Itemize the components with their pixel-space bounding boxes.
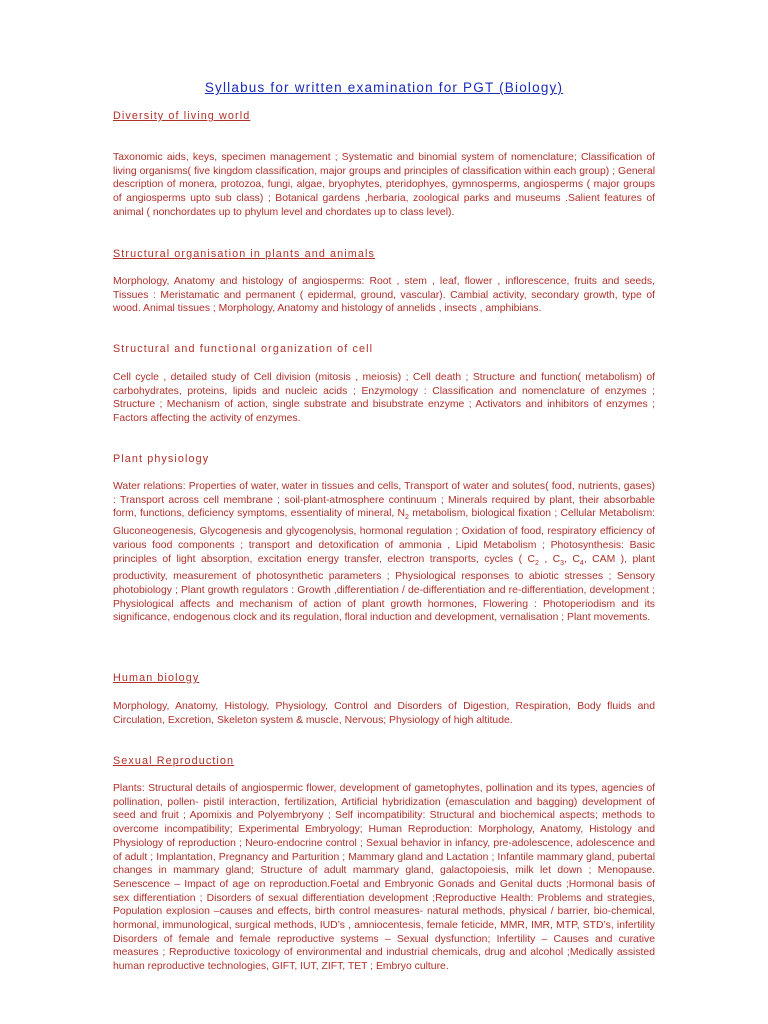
- section-heading-structural-organisation: Structural organisation in plants and animals: [113, 248, 375, 260]
- section-body-plant-physiology: Water relations: Properties of water, water in tissues and cells, Transport of water and solutes( food, nutrients, gases) : Transport across cell membrane ; soil-plant-atmosphere continuum ; Minerals required by plant, their absorbable form, functions, deficiency symptoms, essentiality of mineral, $N_2$ metabolism, biological fixation ; Cellular Metabolism: Gluconeogenesis, Glycogenesis and glycogenolysis, hormonal regulation ; Oxidation of food, respiratory efficiency of various food components ; transport and detoxification of ammonia , Lipid Metabolism ; Photosynthesis: Basic principles of light absorption, excitation energy transfer, electron transports, cycles ( $C_2$ , $C_3$, $C_4$, CAM ), plant productivity, measurement of photosynthetic parameters ; Physiological responses to abiotic stresses ; Sensory photobiology ; Plant growth regulators : Growth ,differentiation / de-differentiation and re-differentiation, development ; Physiological affects and mechanism of action of plant growth hormones, Flowering : Photoperiodism and its significance, endogenous clock and its regulation, floral induction and development, vernalisation ; Plant movements.: [113, 481, 656, 624]
- section-body-cell: Cell cycle , detailed study of Cell division (mitosis , meiosis) ; Cell death ; Structure and function( metabolism) of carbohydrates, proteins, lipids and nucleic acids ; Enzymology : Classification and nomenclature of enzymes ; Structure ; Mechanism of action, single substrate and bisubstrate enzyme ; Activators and inhibitors of enzymes ; Factors affecting the activity of enzymes.: [113, 372, 655, 425]
- section-heading-cell: Structural and functional organization of cell: [113, 343, 374, 355]
- section-body-diversity: Taxonomic aids, keys, specimen management ; Systematic and binomial system of nomenclature; Classification of living organisms( five kingdom classification, major groups and principles of classification within each group) ; General description of monera, protozoa, fungi, algae, bryophytes, pteridophyes, gymnosperms, angiosperms ( major groups of angiosperms upto sub class) ; Botanical gardens ,herbaria, zoological parks and museums .Salient features of animal ( nonchordates up to phylum level and chordates up to class level).: [113, 152, 655, 218]
- document-title: Syllabus for written examination for PGT (Biology): [204, 80, 564, 95]
- section-body-sexual-reproduction: Plants: Structural details of angiospermic flower, development of gametophytes, pollination and its types, agencies of pollination, pollen- pistil interaction, fertilization, Artificial hybridization (emasculation and bagging) development of seed and fruit ; Apomixis and Polyembryony ; Self incompatibility: Structural and biochemical aspects; methods to overcome incompatibility; Experimental Embryology; Human Reproduction: Morphology, Anatomy, Histology and Physiology of reproduction ; Neuro-endocrine control ; Sexual behavior in infancy, pre-adolescence, adolescence and of adult ; Implantation, Pregnancy and Parturition ; Mammary gland and Lactation ; Infantile mammary gland, pubertal changes in mammary gland; Structure of adult mammary gland, galactopoiesis, milk let down ; Menopause. Senescence – Impact of age on reproduction.Foetal and Embryonic Gonads and Genital ducts ;Hormonal basis of sex differentiation ; Disorders of sexual differentiation development ;Reproductive Health: Problems and strategies, Population explosion –causes and effects, birth control measures- natural methods, physical / barrier, bio-chemical, hormonal, immunological, surgical methods, IUD’s , amniocentesis, female feticide, MMR, IMR, MTP, STD’s, infertility Disorders of female and female reproductive systems – Sexual dysfunction; Infertility – Causes and curative measures ; Reproductive toxicology of environmental and industrial chemicals, drug and alcohol ;Medically assisted human reproductive technologies, GIFT, IUT, ZIFT, TET ; Embryo culture.: [113, 783, 655, 973]
- section-body-human-biology: Morphology, Anatomy, Histology, Physiology, Control and Disorders of Digestion, Respiration, Body fluids and Circulation, Excretion, Skeleton system & muscle, Nervous; Physiology of high altitude.: [113, 701, 655, 726]
- section-heading-human-biology: Human biology: [113, 672, 200, 684]
- section-heading-sexual-reproduction: Sexual Reproduction: [113, 755, 235, 767]
- section-body-structural-organisation: Morphology, Anatomy and histology of angiosperms: Root , stem , leaf, flower , inflorescence, fruits and seeds, Tissues : Meristamatic and permanent ( epidermal, ground, vascular). Cambial activity, secondary growth, type of wood. Animal tissues ; Morphology, Anatomy and histology of annelids , insects , amphibians.: [113, 276, 655, 315]
- section-heading-plant-physiology: Plant physiology: [113, 453, 210, 465]
- section-heading-diversity: Diversity of living world: [113, 110, 251, 122]
